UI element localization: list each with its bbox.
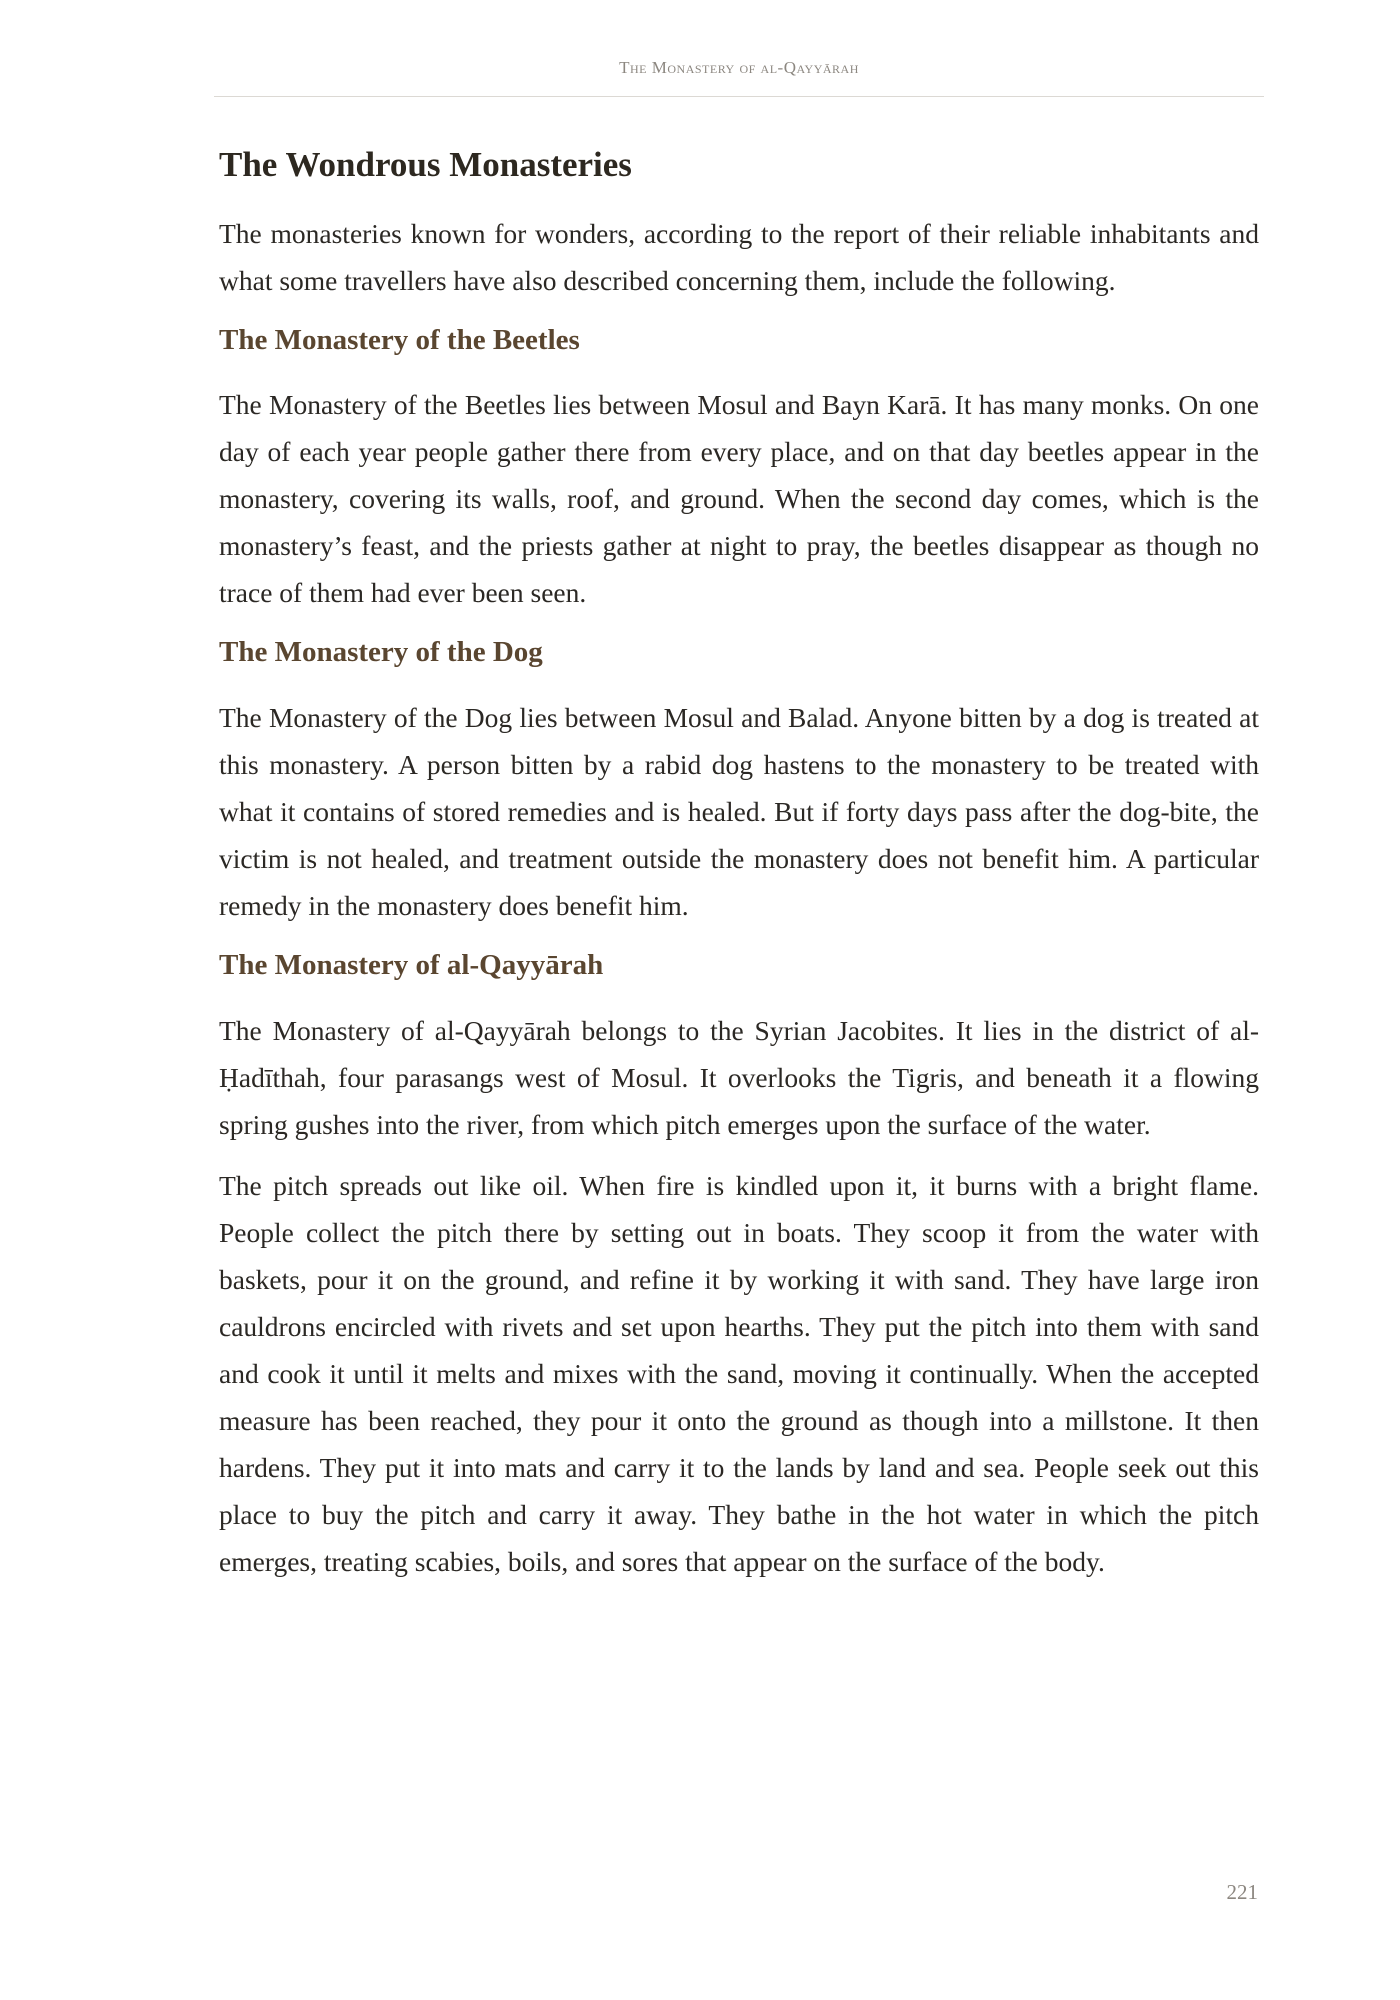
- header-rule: [214, 96, 1264, 97]
- page-number: 221: [1226, 1880, 1258, 1904]
- page-content: [219, 142, 1259, 1599]
- qayyarah-heading: The Monastery of al-Qayyārah: [219, 948, 604, 981]
- beetles-heading: The Monastery of the Beetles: [219, 323, 580, 356]
- section-title: The Wondrous Monasteries: [219, 145, 632, 184]
- beetles-paragraph: The Monastery of the Beetles lies between Mosul and Bayn Karā. It has many monks. On one day of each year people gather there from every place, and on that day beetles appear in the monastery, covering its walls, roof, and ground. When the second day comes, which is the monastery’s feast, and the priests gather at night to pray, the beetles disappear as though no trace of them had ever been seen.: [219, 389, 1259, 609]
- qayyarah-paragraph-1: The Monastery of al-Qayyārah belongs to the Syrian Jacobites. It lies in the district of al-Ḥadīthah, four parasangs west of Mosul. It overlooks the Tigris, and beneath it a flowing spring gushes into the river, from which pitch emerges upon the surface of the water.: [219, 1014, 1259, 1140]
- running-head: The Monastery of al-Qayyārah: [619, 58, 859, 77]
- qayyarah-paragraph-2: The pitch spreads out like oil. When fire is kindled upon it, it burns with a bright flame. People collect the pitch there by setting out in boats. They scoop it from the water with baskets, pour it on the ground, and refine it by working it with sand. They have large iron cauldrons encircled with rivets and set upon hearths. They put the pitch into them with sand and cook it until it melts and mixes with the sand, moving it continually. When the accepted measure has been reached, they pour it onto the ground as though into a millstone. It then hardens. They put it into mats and carry it to the lands by land and sea. People seek out this place to buy the pitch and carry it away. They bathe in the hot water in which the pitch emerges, treating scabies, boils, and sores that appear on the surface of the body.: [219, 1169, 1259, 1577]
- intro-paragraph: The monasteries known for wonders, according to the report of their reliable inhabitants and what some travellers have also described concerning them, include the following.: [219, 217, 1259, 296]
- dog-paragraph: The Monastery of the Dog lies between Mosul and Balad. Anyone bitten by a dog is treated at this monastery. A person bitten by a rabid dog hastens to the monastery to be treated with what it contains of stored remedies and is healed. But if forty days pass after the dog-bite, the victim is not healed, and treatment outside the monastery does not benefit him. A particular remedy in the monastery does benefit him.: [219, 701, 1259, 921]
- dog-heading: The Monastery of the Dog: [219, 636, 543, 669]
